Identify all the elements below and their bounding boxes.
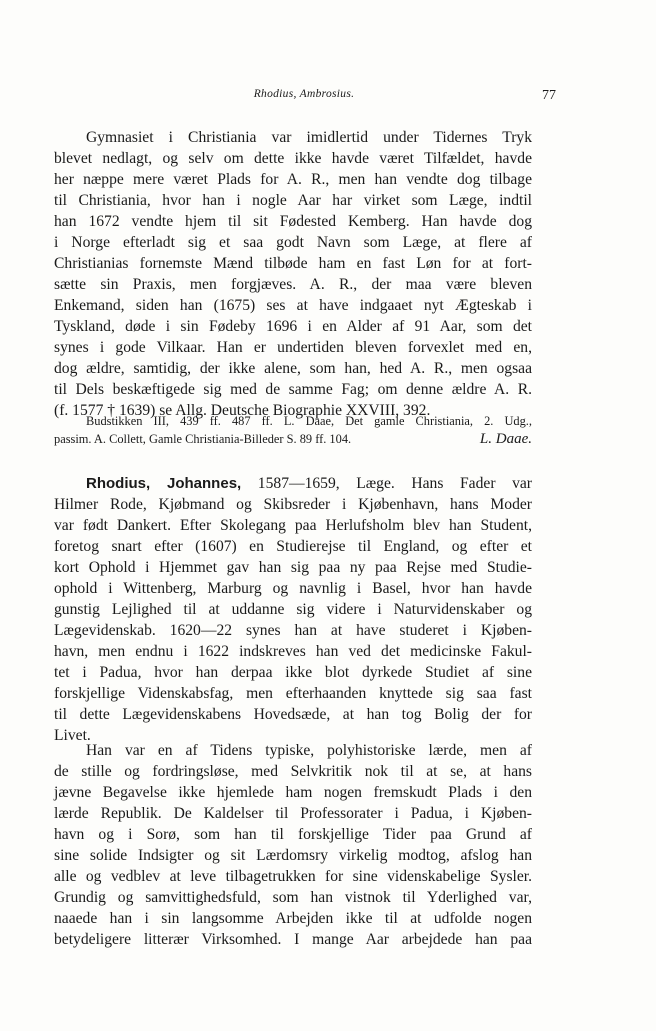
page-header [54,88,554,108]
paragraph-ambrosius [54,127,532,421]
references [54,412,532,448]
text-line: til dette Lægevidenskabens Hovedsæde, at han tog Bolig der for [54,706,532,723]
text-line: foretog snart efter (1607) en Studierejse til England, og efter et [54,538,532,555]
text-line: Christianias fornemste Mænd tilbøde ham en fast Løn for at fort- [54,255,532,272]
text-line: til Christiania, hvor han i nogle Aar har virket som Læge, indtil [54,192,532,209]
page-number: 77 [542,88,556,103]
running-head: Rhodius, Ambrosius. [253,88,355,100]
text-line: synes i gode Vilkaar. Han er undertiden bleven forvexlet med en, [54,339,532,356]
paragraph-character [54,740,532,950]
paragraph-johannes [54,473,532,746]
text-line: Lægevidenskab. 1620—22 synes han at have studeret i Kjøben- [54,622,532,639]
text-line: de stille og fordringsløse, med Selvkritik nok til at se, at hans [54,763,532,780]
text-line: betydeligere litterær Virksomhed. I mange Aar arbejdede han paa [54,931,532,948]
text-line: alle og vedblev at leve tilbagetrukken for sine videnskabelige Sysler. [54,868,532,885]
text-line: kort Ophold i Hjemmet gav han sig paa ny paa Rejse med Studie- [54,559,532,576]
text-line: Hilmer Rode, Kjøbmand og Skibsreder i Kjøbenhavn, hans Moder [54,496,532,513]
text-line: ophold i Wittenberg, Marburg og navnlig i Basel, hvor han havde [54,580,532,597]
text-line: i Norge efterladt sig et saa godt Navn som Læge, at flere af [54,234,532,251]
text-line: Han var en af Tidens typiske, polyhistoriske lærde, men af [86,742,532,759]
text-line: sine solide Indsigter og sit Lærdomsry virkelig modtog, afslog han [54,847,532,864]
text-line: dog ældre, samtidig, der ikke alene, som han, hed A. R., men ogsaa [54,360,532,377]
text-line: Gymnasiet i Christiania var imidlertid under Tidernes Tryk [86,129,532,146]
text-line: jævne Begavelse ikke hjemlede ham nogen fremskudt Plads i den [54,784,532,801]
text-line: forskjellige Videnskabsfag, men efterhaanden knyttede sig saa fast [54,685,532,702]
text-line: Enkemand, siden han (1675) ses at have indgaaet nyt Ægteskab i [54,297,532,314]
reference-line: passim. A. Collett, Gamle Christiania-Billeder S. 89 ff. 104. [54,432,352,446]
text-line: Livet. [54,727,91,744]
text-line: havn og i Sorø, som han til forskjellige Tider paa Grund af [54,826,532,843]
author-signature: L. Daae. [479,431,532,447]
text-line: havn, men endnu i 1622 indskreves han ved det medicinske Fakul- [54,643,532,660]
entry-first-line [54,473,532,494]
text-line: sætte sin Praxis, men forgjæves. A. R., der maa være bleven [54,276,532,293]
entry-line-rest: 1587—1659, Læge. Hans Fader var [257,475,533,492]
text-line: blevet nedlagt, og selv om dette ikke havde været Tilfældet, havde [54,150,532,167]
text-line: naaede han i sin langsomme Arbejden ikke til at udfolde nogen [54,910,532,927]
entry-name: Rhodius, Johannes, [86,475,242,492]
text-line: han 1672 vendte hjem til sit Fødested Kemberg. Han havde dog [54,213,532,230]
text-line: Grundig og samvittighedsfuld, som han vistnok til Yderlighed var, [54,889,532,906]
text-line: gunstig Lejlighed til at uddanne sig videre i Naturvidenskaber og [54,601,532,618]
text-line: her næppe mere været Plads for A. R., men han vendte dog tilbage [54,171,532,188]
text-line: var født Dankert. Efter Skolegang paa Herlufsholm blev han Student, [54,517,532,534]
text-line: tet i Padua, hvor han derpaa ikke blot dyrkede Studiet af sine [54,664,532,681]
text-line: lærde Republik. De Kaldelser til Professorater i Padua, i Kjøben- [54,805,532,822]
text-line: Tyskland, døde i sin Fødeby 1696 i en Alder af 91 Aar, som det [54,318,532,335]
text-line: (f. 1577 † 1639) se Allg. Deutsche Biographie XXVIII, 392. [54,402,431,419]
reference-line: Budstikken III, 439 ff. 487 ff. L. Daae, Det gamle Christiania, 2. Udg., [86,414,532,428]
text-line: til Dels beskæftigede sig med de samme Fag; om denne ældre A. R. [54,381,532,398]
